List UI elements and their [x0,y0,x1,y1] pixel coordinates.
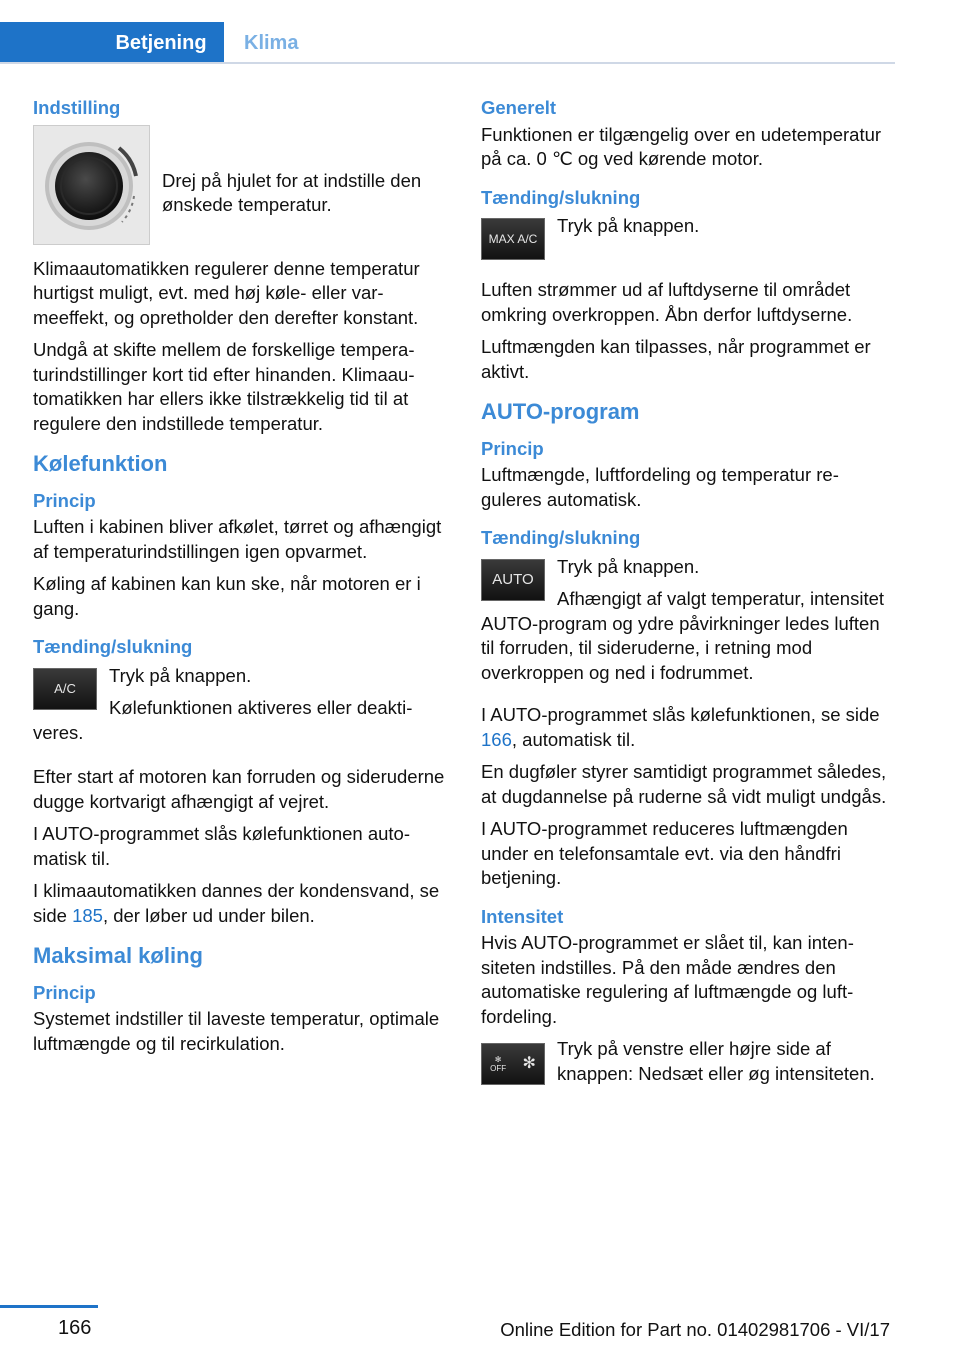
intensitet-heading: Intensitet [481,905,564,927]
page-link-166[interactable]: 166 [481,728,512,750]
tab-betjening[interactable]: Betjening [98,22,224,62]
right-paragraph-4: En dugføler styrer samtidigt programmet således, at dugdannelse på ruderne så vidt muligt undgås. [481,761,887,807]
page-link-185[interactable]: 185 [72,904,103,926]
fan-intensity-button-image [481,1043,545,1085]
fan-off-label: OFF [490,1064,507,1073]
right-paragraph-3 [481,703,891,752]
temperature-knob-image [33,125,150,245]
fan-icon: ✻ [522,1055,536,1072]
page-number: 166 [58,1317,92,1339]
indstilling-heading: Indstilling [33,97,121,118]
knob-icon [34,126,149,244]
maks-text: Systemet indstiller til laveste temperatur, optimale luftmængde og til recirkulation. [33,1008,440,1054]
taending-heading: Tænding/slukning [481,186,641,208]
auto-program-heading: AUTO-program [481,399,640,424]
p5-text: I klimaautomatikken dannes der kondensvand, se side [33,880,440,926]
tab-klima[interactable]: Klima [244,32,299,54]
header-accent-bar [0,22,98,62]
princip-heading: Princip [33,489,96,511]
generelt-heading: Generelt [481,97,557,118]
footer-accent-line [0,1305,98,1308]
princip-text: Luftmængde, luftfordeling og temperatur reguleres automatisk. [481,464,839,510]
right-column [481,96,891,1094]
left-paragraph-4: I AUTO-programmet slås kølefunktionen automatisk til. [33,823,411,869]
left-paragraph-5 [33,879,451,928]
left-paragraph-3: Efter start af motoren kan forruden og sideruderne dugge kortvarigt afhængigt af vejret. [33,766,445,812]
auto-description: Afhængigt af valgt temperatur, intensitet AUTO-program og ydre påvirkninger ledes luften til forruden, til sideruderne, i retning mod overkroppen og ned i fodrummet. [481,588,885,683]
maxac-instruction: Tryk på knappen. [557,215,700,236]
indstilling-text: Drej på hjulet for at indstille den ønskede temperatur. [162,169,422,215]
generelt-text: Funktionen er tilgængelig over en udetemperatur på ca. 0 ℃ og ved kørende motor. [481,123,882,169]
left-column [33,96,451,1064]
auto-instruction: Tryk på knappen. [557,555,700,577]
ac-description: Kølefunktionen aktiveres eller deaktiveres. [33,697,413,743]
intensitet-text: Hvis AUTO-programmet er slået til, kan intensiteten indstilles. På den måde ændres den automatiske regulering af luftmængde og luftfordeling. [481,932,854,1027]
fan-off-icon: ✻ OFF [490,1055,507,1073]
auto-button-image: AUTO [481,559,545,601]
princip-heading: Princip [481,437,544,459]
kolefunktion-heading: Kølefunktion [33,451,168,476]
taending-heading: Tænding/slukning [33,636,193,657]
right-paragraph-5: I AUTO-programmet reduceres luftmængden under en telefonsamtale evt. via den håndfri betjening. [481,818,848,888]
p5-text-end: , der løber ud under bilen. [102,904,315,926]
p3-text-end: , automatisk til. [511,728,636,750]
left-paragraph-1: Klimaautomatikken regulerer denne temperatur hurtigst muligt, evt. med høj køle- eller varmeeffekt, og opretholder den derefter konstant. [33,257,420,328]
fan-text: Tryk på venstre eller højre side af knappen: Nedsæt eller øg intensiteten. [557,1038,875,1084]
maks-princip-heading: Princip [33,981,96,1003]
left-paragraph-2: Undgå at skifte mellem de forskellige temperaturindstillinger kort tid efter hinanden. Klimaautomatikken har ellers ikke tilstrækkelig tid til at regulere den indstillede temperatur. [33,339,415,434]
taending-heading-2: Tænding/slukning [481,527,641,548]
ac-instruction: Tryk på knappen. [109,664,252,686]
ac-button-image: A/C [33,668,97,710]
right-paragraph-1: Luften strømmer ud af luftdyserne til området omkring overkroppen. Åbn derfor luftdyserne. [481,279,853,325]
maksimal-koling-heading: Maksimal køling [33,943,203,968]
kole-paragraph-2: Køling af kabinen kan kun ske, når motoren er i gang. [33,573,421,619]
right-paragraph-2: Luftmængden kan tilpasses, når programmet er aktivt. [481,336,871,382]
kole-paragraph-1: Luften i kabinen bliver afkølet, tørret og afhængigt af temperaturindstillingen igen opvarmet. [33,516,442,562]
p3-text: I AUTO-programmet slås kølefunktionen, se side [481,704,880,725]
page-header [0,0,895,64]
max-ac-button-image: MAX A/C [481,218,545,260]
edition-text: Online Edition for Part no. 01402981706 - VI/17 [500,1319,890,1340]
